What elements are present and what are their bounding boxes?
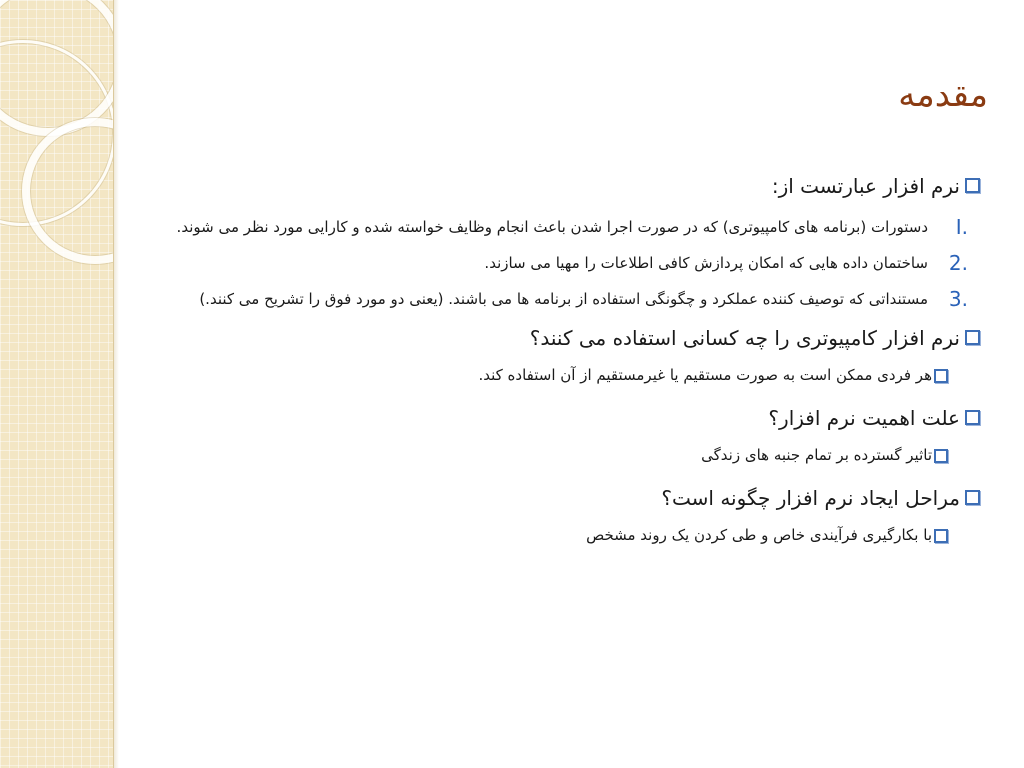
sub-bullet-text: هر فردی ممکن است به صورت مستقیم یا غیرمستقیم از آن استفاده کند. [478,366,932,384]
bullet-text: نرم افزار عبارتست از: [771,174,960,198]
sub-bullet-text: با بکارگیری فرآیندی خاص و طی کردن یک روند مشخص [586,526,932,544]
decorative-side-panel [0,0,114,768]
side-panel-shadow [113,0,119,768]
decorative-ring [0,0,114,136]
bullet-text: نرم افزار کامپیوتری را چه کسانی استفاده می کنند؟ [529,326,960,350]
square-bullet-icon [965,178,980,193]
numbered-item [165,248,982,278]
sub-bullet [165,364,948,386]
bullet-heading [165,400,982,436]
sub-bullet [165,444,948,466]
bullet-heading [165,480,982,516]
square-bullet-icon [934,449,948,463]
bullet-text: مراحل ایجاد نرم افزار چگونه است؟ [661,486,960,510]
square-bullet-icon [965,410,980,425]
slide-content [165,168,982,560]
item-text: دستورات (برنامه های کامپیوتری) که در صورت اجرا شدن باعث انجام وظایف خواسته شده و کارایی مورد نظر می شوند. [176,218,928,236]
item-number: .2 [948,251,968,275]
square-bullet-icon [965,490,980,505]
item-number: .I [955,215,968,239]
slide-title: مقدمه [898,75,988,115]
bullet-heading [165,168,982,204]
numbered-item [165,284,982,314]
square-bullet-icon [934,529,948,543]
sub-bullet-text: تاثیر گسترده بر تمام جنبه های زندگی [701,446,932,464]
item-text: ساختمان داده هایی که امکان پردازش کافی اطلاعات را مهیا می سازند. [484,254,928,272]
numbered-item [165,212,982,242]
bullet-text: علت اهمیت نرم افزار؟ [768,406,960,430]
square-bullet-icon [934,369,948,383]
item-number: .3 [948,287,968,311]
sub-bullet [165,524,948,546]
bullet-heading [165,320,982,356]
square-bullet-icon [965,330,980,345]
item-text: مستنداتی که توصیف کننده عملکرد و چگونگی استفاده از برنامه ها می باشند. (یعنی دو مورد فوق را تشریح می کنند.) [199,290,928,308]
